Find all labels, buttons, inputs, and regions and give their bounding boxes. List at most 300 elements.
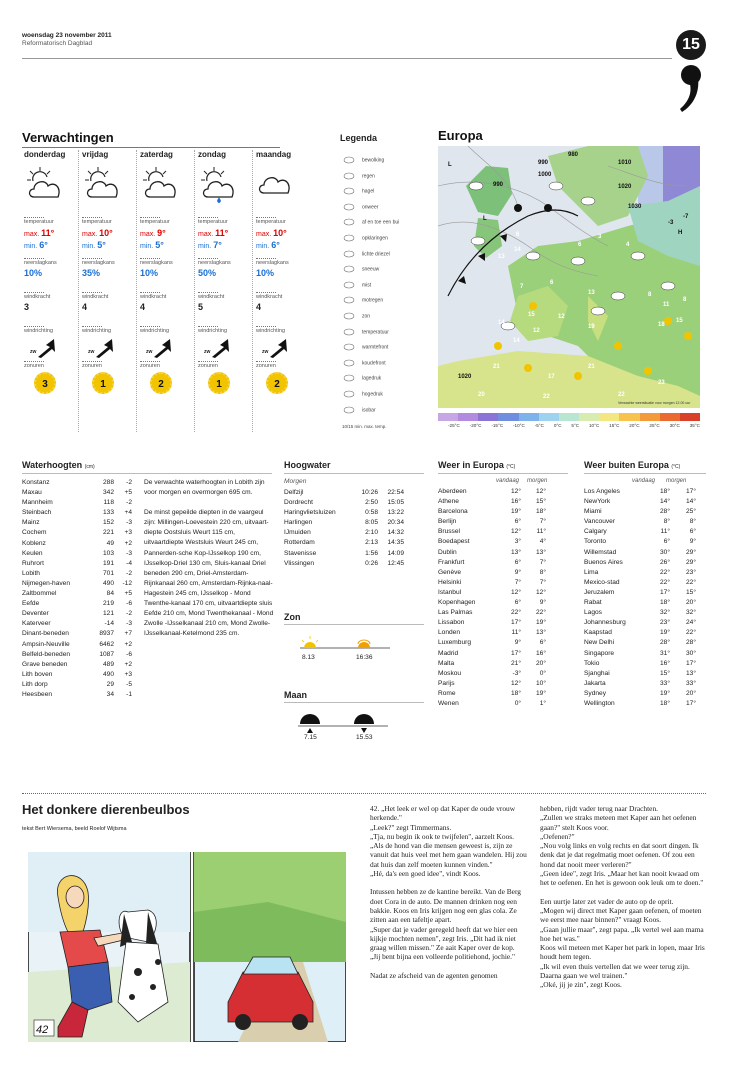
table-row xyxy=(584,578,696,588)
table-row xyxy=(22,619,134,629)
rain-label: neerslagkans xyxy=(198,260,231,266)
svg-text:L: L xyxy=(483,216,487,222)
table-cell: 8° xyxy=(663,518,670,526)
maan-rule xyxy=(284,702,424,703)
waterhoogten-text-1: De verwachte waterhoogten in Lobith zijn voor morgen en overmorgen 695 cm. xyxy=(144,479,265,497)
min-temp: min. 7° xyxy=(198,240,222,250)
header-rule xyxy=(22,58,672,59)
svg-text:21: 21 xyxy=(588,364,595,370)
table-row xyxy=(584,568,696,578)
table-row xyxy=(584,588,696,598)
svg-text:13: 13 xyxy=(588,290,595,296)
legend-symbol-icon xyxy=(342,234,356,242)
table-cell: Vancouver xyxy=(584,518,616,526)
partly-cloudy-icon xyxy=(24,163,80,209)
table-cell: Lith dorp xyxy=(22,680,48,688)
min-temp: min. 6° xyxy=(256,240,280,250)
svg-text:6: 6 xyxy=(516,232,520,238)
table-row xyxy=(438,628,550,638)
table-row xyxy=(584,669,696,679)
svg-text:1030: 1030 xyxy=(628,204,642,210)
table-cell: 14:09 xyxy=(387,549,404,557)
scale-swatch xyxy=(640,413,660,421)
temp-label: temperatuur xyxy=(198,219,228,225)
table-cell: 1087 xyxy=(99,650,114,658)
table-cell: 0:58 xyxy=(365,509,378,517)
table-cell: Las Palmas xyxy=(438,609,473,617)
table-cell: Miami xyxy=(584,508,602,516)
comic-para: Intussen hebben ze de kantine bereikt. Van de Berg doet Cora in de auto. De mannen drinken nog een bakkie. Koos en Iris krijgen nog een glas cola. Ze zitten aan een tafeltje apart. „Super dat je vader geregeld heeft dat we hier een kijkje mochten nemen", zegt Iris. „Dit had ik niet graag willen missen." Ze aait Kaper over de kop. „Jij bent bijna een volleerde politiehond, jochie." xyxy=(370,887,521,962)
table-row xyxy=(284,488,404,498)
table-cell: 28° xyxy=(686,639,696,647)
table-cell: 20:34 xyxy=(387,519,404,527)
svg-text:12: 12 xyxy=(533,328,540,334)
table-cell: Calgary xyxy=(584,528,607,536)
sun-label: zonuren xyxy=(198,363,218,369)
zon-rule xyxy=(284,624,424,625)
rain-label: neerslagkans xyxy=(256,260,289,266)
table-cell: 24° xyxy=(686,619,696,627)
table-cell: 4° xyxy=(539,538,546,546)
moon-set: 15.53 xyxy=(356,734,373,741)
hoogwater-title: Hoogwater xyxy=(284,460,331,470)
legend-symbol-icon xyxy=(342,390,356,398)
table-cell: 31° xyxy=(660,649,670,657)
legend-item: hogedruk xyxy=(342,390,383,398)
table-cell: Boedapest xyxy=(438,538,470,546)
svg-text:8: 8 xyxy=(648,292,652,298)
divider xyxy=(256,361,276,362)
forecast-day xyxy=(198,150,254,394)
legend-item: opklaringen xyxy=(342,234,388,242)
min-temp: min. 5° xyxy=(140,240,164,250)
table-cell: 12:45 xyxy=(387,559,404,567)
table-row xyxy=(284,518,404,528)
zon-title: Zon xyxy=(284,612,301,622)
table-cell: 2:50 xyxy=(365,499,378,507)
table-row xyxy=(438,649,550,659)
table-cell: 33° xyxy=(660,679,670,687)
table-cell: 14:32 xyxy=(387,529,404,537)
partly-cloudy-icon xyxy=(140,163,196,209)
table-cell: -2 xyxy=(126,479,132,486)
table-cell: +7 xyxy=(124,630,132,638)
wind-dir-label: windrichting xyxy=(140,328,170,334)
table-cell: 121 xyxy=(102,610,114,618)
table-cell: 18° xyxy=(660,599,670,607)
forecast-day-name: vrijdag xyxy=(82,150,109,159)
wind-arrow-icon xyxy=(140,337,180,359)
table-cell: 15° xyxy=(536,498,546,506)
table-cell: Barcelona xyxy=(438,508,468,516)
table-cell: 6° xyxy=(514,599,521,607)
table-cell: 7° xyxy=(514,578,521,586)
waterhoogten-text-2: De minst gepeilde diepten in de vaargeul zijn: Millingen-Loevestein 220 cm, uitvaart-diepte Oostsluis Weurt 115 cm, uitvaartdiepte Westsluis Weurt 245 cm, Pannerden-sche Kop-IJsselkop 190 cm, IJsselkop-Driel 130 cm, Sluis-kanaal Driel beneden 290 cm, Driel-Amsterdam-Rijnkanaal 260 cm, Amsterdam-Rijnka-naal-Hagestein 245 cm, IJsselkop - Mond Twenthe-kanaal 170 cm, uitvaartdiepte sluis Eefde 210 cm, Mond Twenthekanaal - Mond Zwolle -IJsselkanaal 210 cm, Mond Zwolle-IJsselkanaal-Ketelmond 235 cm. xyxy=(144,509,274,638)
table-row xyxy=(22,690,134,700)
table-cell: Koblenz xyxy=(22,539,46,547)
legend-symbol-icon xyxy=(342,203,356,211)
table-row xyxy=(284,508,404,518)
svg-text:22: 22 xyxy=(543,394,550,400)
table-row xyxy=(438,588,550,598)
svg-text:13: 13 xyxy=(498,254,505,260)
svg-text:22: 22 xyxy=(618,392,625,398)
table-row xyxy=(438,527,550,537)
table-cell: 103 xyxy=(102,549,114,557)
scale-swatch xyxy=(519,413,539,421)
table-row xyxy=(438,638,550,648)
table-row xyxy=(438,568,550,578)
table-cell: Lith boven xyxy=(22,670,53,678)
table-cell: Toronto xyxy=(584,538,606,546)
table-cell: 34 xyxy=(106,690,114,698)
table-row xyxy=(584,618,696,628)
svg-text:990: 990 xyxy=(538,160,549,166)
comma-logo-icon xyxy=(680,64,702,114)
table-cell: 9° xyxy=(514,639,521,647)
forecast-separator xyxy=(78,150,79,432)
svg-text:990: 990 xyxy=(493,182,504,188)
max-temp: max. 11° xyxy=(24,228,55,238)
table-cell: 11° xyxy=(660,528,670,536)
partly-cloudy-icon xyxy=(82,163,138,209)
table-cell: 11° xyxy=(511,629,521,637)
divider xyxy=(24,217,44,218)
legend-item: temperatuur xyxy=(342,328,389,336)
divider xyxy=(24,326,44,327)
table-cell: 17° xyxy=(686,488,696,495)
table-cell: Wenen xyxy=(438,699,459,707)
table-cell: 16° xyxy=(660,659,670,667)
comic-para: Nadat ze afscheid van de agenten genomen xyxy=(370,970,498,980)
table-cell: 9° xyxy=(689,538,696,546)
table-row xyxy=(584,507,696,517)
table-cell: New Delhi xyxy=(584,639,615,647)
table-row xyxy=(584,497,696,507)
wind-force: 3 xyxy=(24,302,30,312)
table-cell: Madrid xyxy=(438,649,459,657)
table-cell: 6° xyxy=(514,518,521,526)
table-row xyxy=(438,618,550,628)
weer-europa-col2: morgen xyxy=(527,478,548,484)
table-cell: 25° xyxy=(686,508,696,516)
wind-force: 5 xyxy=(198,302,204,312)
table-cell: 3° xyxy=(514,538,521,546)
table-cell: Luxemburg xyxy=(438,639,471,647)
weer-buiten-col1: vandaag xyxy=(632,478,656,484)
table-row xyxy=(438,669,550,679)
table-row xyxy=(22,508,134,518)
table-cell: Genève xyxy=(438,568,462,576)
table-cell: 13° xyxy=(686,669,696,677)
table-cell: 701 xyxy=(102,569,114,577)
table-row xyxy=(584,699,696,709)
table-cell: Londen xyxy=(438,629,461,637)
waterhoogten-table xyxy=(22,478,134,700)
legend-item: sneeuw xyxy=(342,265,379,273)
legend-item: hagel xyxy=(342,187,374,195)
table-cell: Dordrecht xyxy=(284,499,313,507)
svg-text:21: 21 xyxy=(493,364,500,370)
table-cell: Parijs xyxy=(438,679,455,687)
table-cell: Ruhrort xyxy=(22,559,44,567)
table-cell: Vlissingen xyxy=(284,559,315,567)
wind-dir-label: windrichting xyxy=(24,328,54,334)
rain-label: neerslagkans xyxy=(140,260,173,266)
table-row xyxy=(584,537,696,547)
waterhoogten-rule xyxy=(22,473,272,474)
table-row xyxy=(438,537,550,547)
divider xyxy=(24,258,44,259)
table-row xyxy=(22,528,134,538)
comic-text-column-2 xyxy=(540,804,706,999)
wind-arrow-icon xyxy=(82,337,122,359)
table-cell: Katerveer xyxy=(22,620,51,628)
table-cell: 29° xyxy=(686,558,696,566)
table-row xyxy=(438,517,550,527)
scale-label: -25°C xyxy=(448,423,460,428)
divider xyxy=(140,217,160,218)
europe-weather-map xyxy=(438,146,700,408)
table-cell: 14:35 xyxy=(387,539,404,547)
divider xyxy=(82,361,102,362)
table-cell: +5 xyxy=(124,590,132,598)
table-cell: 7° xyxy=(539,558,546,566)
table-cell: 18° xyxy=(536,508,546,516)
legend-symbol-icon xyxy=(342,328,356,336)
table-cell: NewYork xyxy=(584,498,611,506)
table-cell: 6° xyxy=(689,528,696,536)
table-row xyxy=(584,517,696,527)
table-row xyxy=(22,559,134,569)
sun-rise: 8.13 xyxy=(302,654,315,661)
wind-label: windkracht xyxy=(198,294,225,300)
table-row xyxy=(438,608,550,618)
sun-label: zonuren xyxy=(140,363,160,369)
table-cell: 342 xyxy=(102,489,114,497)
svg-text:12: 12 xyxy=(558,314,565,320)
scale-label: -15°C xyxy=(491,423,504,428)
table-cell: Zaltbommel xyxy=(22,590,57,598)
table-cell: 18° xyxy=(660,488,670,495)
table-cell: 19° xyxy=(536,619,546,627)
comic-para: Een uurtje later zet vader de auto op de oprit. „Mogen wij direct met Kaper gaan oefenen, of moeten we eerst mee naar binnen?" vraagt Koos. „Gaan jullie maar", zegt papa. „Ik vertel wel aan mama hoe het was." Koos wil meteen met Kaper het park in lopen, maar Iris houdt hem tegen. „Ik wil even thuis vertellen dat we weer terug zijn. Daarna gaan we wel trainen." „Oké, jij je zin", zegt Koos. xyxy=(540,896,705,990)
table-cell: +2 xyxy=(124,539,132,547)
table-cell: 15° xyxy=(660,669,670,677)
table-cell: Jeruzalem xyxy=(584,588,615,596)
table-cell: 28° xyxy=(660,639,670,647)
table-cell: 22° xyxy=(686,578,696,586)
wind-dir-label: windrichting xyxy=(198,328,228,334)
table-cell: 22° xyxy=(511,609,521,617)
table-cell: 12° xyxy=(511,679,521,687)
table-cell: 15° xyxy=(686,588,696,596)
legend-item: regen xyxy=(342,172,375,180)
scale-label: 20°C xyxy=(629,423,640,428)
table-cell: 13:22 xyxy=(387,509,404,517)
table-cell: Dinant-beneden xyxy=(22,630,69,638)
comic-panel-illustration xyxy=(28,852,346,1042)
table-cell: 28° xyxy=(660,508,670,516)
wind-label: windkracht xyxy=(24,294,51,300)
table-cell: 9° xyxy=(514,568,521,576)
table-cell: Malta xyxy=(438,659,455,667)
legend-item: isobar xyxy=(342,406,376,414)
table-cell: +5 xyxy=(124,489,132,497)
max-temp: max. 11° xyxy=(198,228,229,238)
wind-force: 4 xyxy=(82,302,88,312)
svg-text:14: 14 xyxy=(498,320,505,326)
table-cell: 8° xyxy=(539,568,546,576)
table-cell: 22° xyxy=(660,568,670,576)
europe-map-title: Europa xyxy=(438,128,483,143)
table-cell: Rabat xyxy=(584,599,602,607)
scale-swatch xyxy=(438,413,458,421)
table-row xyxy=(438,487,550,497)
divider xyxy=(198,326,218,327)
wind-force: 4 xyxy=(256,302,262,312)
table-cell: 17° xyxy=(660,588,670,596)
scale-label: 0°C xyxy=(553,423,562,428)
wind-direction: zw xyxy=(140,337,196,359)
table-cell: Jakarta xyxy=(584,679,606,687)
weer-buiten-col2: morgen xyxy=(666,478,687,484)
table-row xyxy=(438,578,550,588)
wind-force: 4 xyxy=(140,302,146,312)
scale-swatch xyxy=(458,413,478,421)
table-cell: 20° xyxy=(536,659,546,667)
table-cell: 489 xyxy=(102,660,114,668)
svg-text:3: 3 xyxy=(598,234,602,240)
scale-swatch xyxy=(599,413,619,421)
table-cell: Aberdeen xyxy=(438,488,467,495)
table-cell: 13° xyxy=(511,548,521,556)
table-row xyxy=(22,599,134,609)
legend-symbol-icon xyxy=(342,312,356,320)
table-cell: 22° xyxy=(686,629,696,637)
svg-text:L: L xyxy=(448,162,452,168)
table-cell: 22° xyxy=(536,609,546,617)
scale-swatch xyxy=(680,413,700,421)
table-row xyxy=(22,589,134,599)
table-cell: 12° xyxy=(511,488,521,495)
table-cell: 16° xyxy=(511,498,521,506)
wind-arrow-icon xyxy=(198,337,238,359)
table-cell: 7° xyxy=(539,518,546,526)
legend-symbol-icon xyxy=(342,250,356,258)
scale-label: 30°C xyxy=(669,423,680,428)
table-cell: 33° xyxy=(686,679,696,687)
legend-item: warmtefront xyxy=(342,343,388,351)
table-cell: 17° xyxy=(686,659,696,667)
divider xyxy=(82,258,102,259)
sun-hours-badge: 1 xyxy=(208,372,230,394)
table-cell: 8° xyxy=(689,518,696,526)
legend-symbol-icon xyxy=(342,172,356,180)
rain-chance: 35% xyxy=(82,268,101,278)
legend-symbol-icon xyxy=(342,218,356,226)
rain-label: neerslagkans xyxy=(82,260,115,266)
table-cell: 6° xyxy=(514,558,521,566)
legend-item: onweer xyxy=(342,203,378,211)
europe-map-note: Verwachte weersituatie voor morgen 12.00 uur xyxy=(618,401,691,405)
max-temp: max. 10° xyxy=(256,228,287,238)
table-cell: Cochem xyxy=(22,529,47,537)
max-temp: max. 10° xyxy=(82,228,113,238)
table-cell: -12 xyxy=(122,579,132,587)
wind-arrow-icon xyxy=(256,337,296,359)
legend-item: bewolking xyxy=(342,156,384,164)
svg-text:-3: -3 xyxy=(668,220,674,226)
table-row xyxy=(22,539,134,549)
table-cell: 29° xyxy=(686,548,696,556)
table-cell: 20° xyxy=(686,689,696,697)
legend-symbol-icon xyxy=(342,187,356,195)
scale-label: -10°C xyxy=(513,423,525,428)
table-row xyxy=(22,518,134,528)
svg-text:17: 17 xyxy=(548,374,555,380)
rain-chance: 50% xyxy=(198,268,217,278)
table-cell: -3 xyxy=(126,620,132,628)
svg-text:23: 23 xyxy=(658,380,665,386)
table-row xyxy=(284,498,404,508)
table-row xyxy=(438,507,550,517)
table-cell: 6° xyxy=(539,639,546,647)
table-cell: Moskou xyxy=(438,669,462,677)
table-row xyxy=(584,548,696,558)
hoogwater-rule xyxy=(284,473,424,474)
table-cell: 32° xyxy=(660,609,670,617)
table-cell: -2 xyxy=(126,610,132,618)
header-date: woensdag 23 november 2011 xyxy=(22,32,112,39)
table-cell: 7° xyxy=(539,578,546,586)
table-row xyxy=(438,699,550,709)
table-row xyxy=(584,527,696,537)
weer-buiten-table xyxy=(584,487,696,709)
header-paper: Reformatorisch Dagblad xyxy=(22,40,93,47)
table-row xyxy=(584,659,696,669)
waterhoogten-title: Waterhoogten (cm) xyxy=(22,460,95,470)
table-cell: Belfeld-beneden xyxy=(22,650,71,658)
temp-label: temperatuur xyxy=(82,219,112,225)
sun-label: zonuren xyxy=(256,363,276,369)
table-cell: Brussel xyxy=(438,528,460,536)
svg-text:15: 15 xyxy=(676,318,683,324)
table-cell: 9° xyxy=(539,599,546,607)
table-cell: 84 xyxy=(106,590,114,598)
wind-label: windkracht xyxy=(82,294,109,300)
legend-item: af en toe een bui xyxy=(342,218,399,226)
table-row xyxy=(22,549,134,559)
scale-swatch xyxy=(660,413,680,421)
table-cell: Nijmegen-haven xyxy=(22,579,71,587)
sun-set: 16:36 xyxy=(356,654,373,661)
table-cell: Kaapstad xyxy=(584,629,612,637)
rain-chance: 10% xyxy=(24,268,43,278)
legend-item: lichte driezel xyxy=(342,250,390,258)
forecast-separator xyxy=(194,150,195,432)
table-cell: 288 xyxy=(102,479,114,486)
table-cell: 0:26 xyxy=(365,559,378,567)
table-row xyxy=(22,660,134,670)
table-row xyxy=(22,650,134,660)
table-cell: Heesbeen xyxy=(22,690,53,698)
divider xyxy=(82,292,102,293)
table-cell: 12° xyxy=(536,588,546,596)
table-cell: 0° xyxy=(539,669,546,677)
svg-text:6: 6 xyxy=(578,242,582,248)
table-cell: Lagos xyxy=(584,609,602,617)
